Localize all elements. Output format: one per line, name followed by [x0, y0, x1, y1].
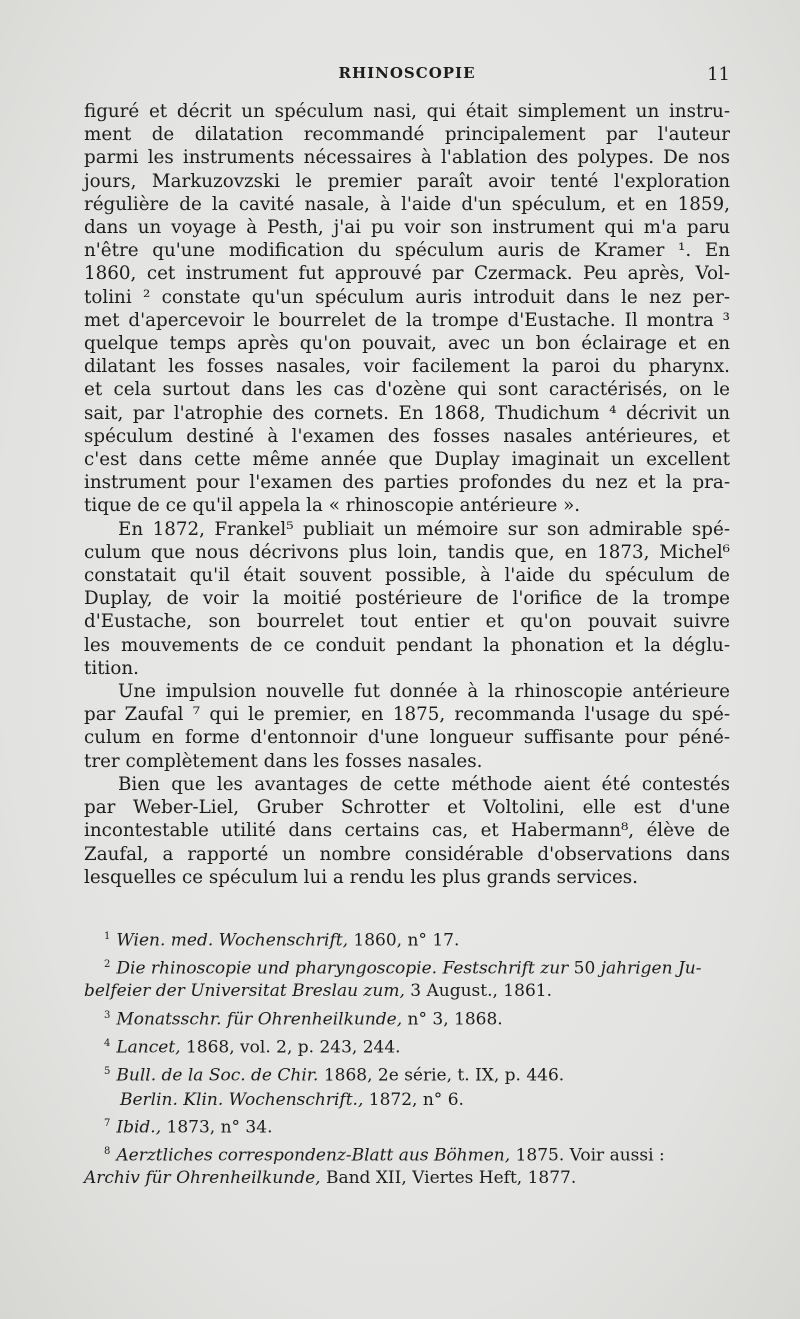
footnote-text: 1860, n° 17.	[348, 930, 460, 951]
text-line: lesquelles ce spéculum lui a rendu les plus grands services.	[84, 866, 638, 888]
body-text	[84, 100, 730, 889]
text-line: Une impulsion nouvelle fut donnée à la rhinoscopie antérieure	[118, 681, 730, 703]
footnote-1	[84, 926, 730, 952]
text-line: culum que nous décrivons plus loin, tandis que, en 1873, Michel⁶	[84, 541, 730, 563]
text-line: tolini ² constate qu'un spéculum auris introduit dans le nez per-	[84, 286, 730, 308]
footnote-mark: 8	[104, 1146, 111, 1158]
text-line: les mouvements de ce conduit pendant la phonation et la déglu-	[84, 634, 730, 656]
footnote-text: 1873, n° 34.	[161, 1117, 273, 1138]
text-line: par Zaufal ⁷ qui le premier, en 1875, recommanda l'usage du spé-	[84, 704, 730, 726]
text-line: constatait qu'il était souvent possible, à l'aide du spéculum de	[84, 565, 730, 587]
footnote-mark: 3	[104, 1009, 111, 1021]
text-line: quelque temps après qu'on pouvait, avec un bon éclairage et en	[84, 333, 730, 355]
footnote-text: 1875. Voir aussi :	[510, 1145, 665, 1166]
text-line: incontestable utilité dans certains cas, et Habermann⁸, élève de	[84, 820, 730, 842]
text-line: dans un voyage à Pesth, j'ai pu voir son instrument qui m'a paru	[84, 217, 730, 239]
footnote-6	[84, 1089, 730, 1111]
text-line: régulière de la cavité nasale, à l'aide d'un spéculum, et en 1859,	[84, 193, 730, 215]
text-line: tique de ce qu'il appela la « rhinoscopie antérieure ».	[84, 495, 581, 517]
footnote-title: Wien. med. Wochenschrift,	[116, 930, 348, 951]
text-line: trer complètement dans les fosses nasales.	[84, 750, 483, 772]
footnote-4	[84, 1033, 730, 1059]
footnote-3	[84, 1005, 730, 1031]
text-line: instrument pour l'examen des parties profondes du nez et la pra-	[84, 472, 730, 494]
footnote-mark: 4	[104, 1037, 111, 1049]
footnote-title: Aerztliches correspondenz-Blatt aus Böhmen,	[116, 1145, 511, 1166]
text-line: parmi les instruments nécessaires à l'ablation des polypes. De nos	[84, 147, 730, 169]
footnote-text: 3 August., 1861.	[404, 981, 552, 1002]
text-line: 1860, cet instrument fut approuvé par Czermack. Peu après, Vol-	[84, 263, 730, 285]
footnote-text: Band XII, Viertes Heft, 1877.	[320, 1168, 577, 1189]
footnotes	[84, 926, 730, 1190]
text-line: c'est dans cette même année que Duplay imaginait un excellent	[84, 449, 730, 471]
running-title: RHINOSCOPIE	[338, 64, 476, 82]
text-line: Zaufal, a rapporté un nombre considérable d'observations dans	[84, 843, 730, 865]
text-line: culum en forme d'entonnoir d'une longueur suffisante pour péné-	[84, 727, 730, 749]
footnote-title: Die rhinoscopie und pharyngoscopie. Festschrift zur	[116, 958, 569, 979]
footnote-mark: 7	[104, 1118, 111, 1130]
footnote-text: 1868, 2e série, t. IX, p. 446.	[318, 1065, 565, 1086]
text-line: dilatant les fosses nasales, voir facilement la paroi du pharynx.	[84, 356, 730, 378]
text-line: Bien que les avantages de cette méthode aient été contestés	[118, 773, 730, 795]
footnote-mark: 5	[104, 1065, 111, 1077]
footnote-8	[84, 1141, 730, 1167]
text-line: n'être qu'une modification du spéculum auris de Kramer ¹. En	[84, 240, 730, 262]
text-line: tition.	[84, 657, 139, 679]
footnote-title: Berlin. Klin. Wochenschrift.,	[120, 1089, 364, 1110]
page-number: 11	[707, 64, 730, 85]
footnote-8-cont	[84, 1167, 730, 1189]
footnote-title: Bull. de la Soc. de Chir.	[116, 1065, 319, 1086]
text-line: jours, Markuzovzski le premier paraît avoir tenté l'exploration	[84, 170, 730, 192]
footnote-title: jahrigen Ju-	[600, 958, 702, 979]
footnote-title: Archiv für Ohrenheilkunde,	[84, 1168, 321, 1189]
text-line: spéculum destiné à l'examen des fosses nasales antérieures, et	[84, 425, 730, 447]
footnote-2-cont	[84, 980, 730, 1002]
footnote-title: Monatsschr. für Ohrenheilkunde,	[116, 1009, 403, 1030]
text-line: d'Eustache, son bourrelet tout entier et qu'on pouvait suivre	[84, 611, 730, 633]
footnote-text: n° 3, 1868.	[402, 1009, 503, 1030]
text-line: ment de dilatation recommandé principalement par l'auteur	[84, 124, 730, 146]
footnote-title: Ibid.,	[116, 1117, 162, 1138]
text-line: par Weber-Liel, Gruber Schrotter et Voltolini, elle est d'une	[84, 797, 730, 819]
page-header	[84, 64, 730, 94]
footnote-title: belfeier der Universitat Breslau zum,	[84, 981, 405, 1002]
footnote-text: 1868, vol. 2, p. 243, 244.	[180, 1037, 401, 1058]
text-line: met d'apercevoir le bourrelet de la trompe d'Eustache. Il montra ³	[84, 309, 730, 331]
footnote-text: 50	[568, 958, 601, 979]
text-line: figuré et décrit un spéculum nasi, qui était simplement un instru-	[84, 101, 730, 122]
footnote-2	[84, 954, 730, 980]
text-line: sait, par l'atrophie des cornets. En 1868, Thudichum ⁴ décrivit un	[84, 402, 730, 424]
footnote-title: Lancet,	[116, 1037, 181, 1058]
footnote-text: 1872, n° 6.	[363, 1089, 464, 1110]
footnote-5	[84, 1061, 730, 1087]
footnote-mark: 1	[104, 931, 111, 942]
text-line: et cela surtout dans les cas d'ozène qui sont caractérisés, on le	[84, 379, 730, 401]
text-line: Duplay, de voir la moitié postérieure de l'orifice de la trompe	[84, 588, 730, 610]
footnote-mark: 2	[104, 959, 111, 971]
text-line: En 1872, Frankel⁵ publiait un mémoire sur son admirable spé-	[118, 518, 730, 540]
footnote-7	[84, 1113, 730, 1139]
